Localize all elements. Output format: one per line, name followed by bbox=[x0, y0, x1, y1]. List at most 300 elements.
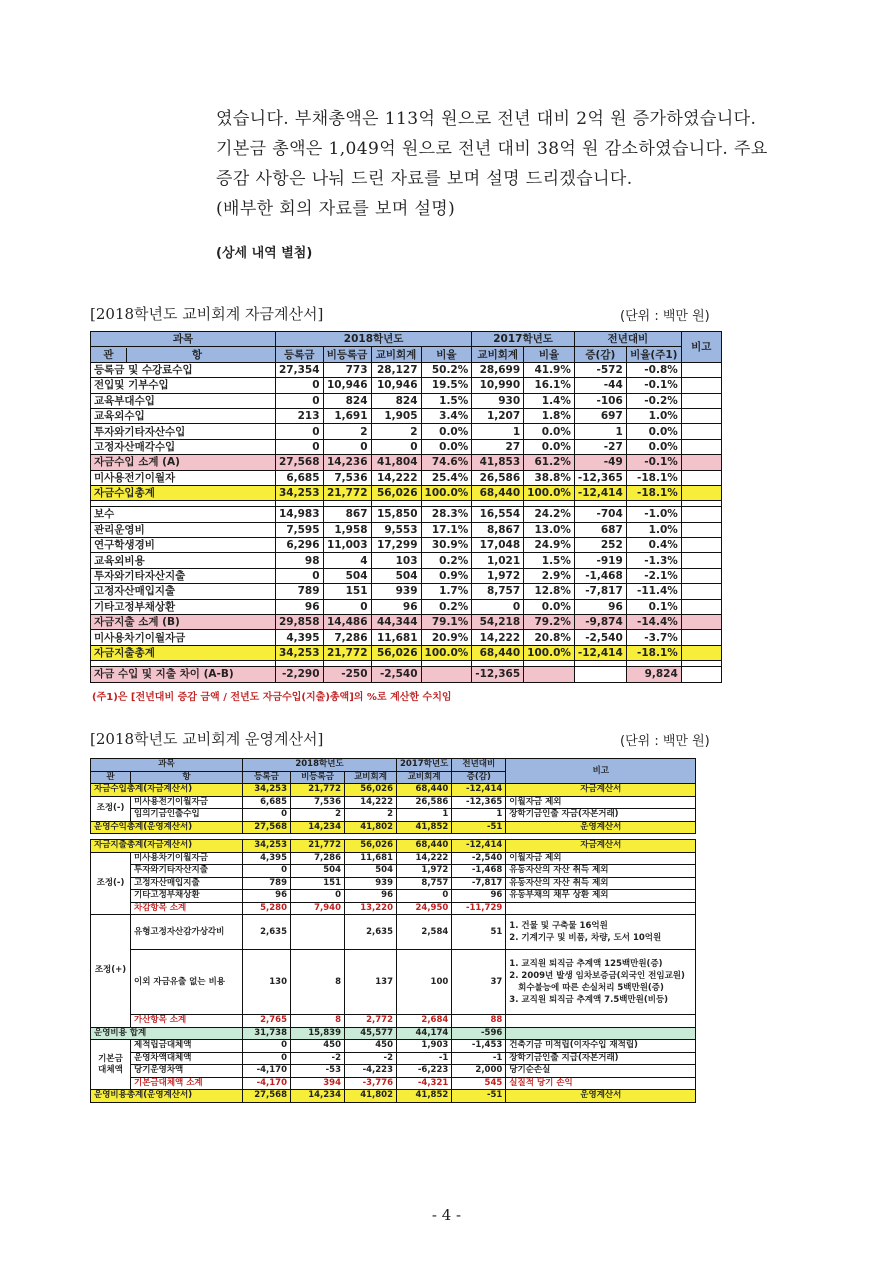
remark-line: 2. 2009년 발생 임차보증금(외국인 전임교원) bbox=[509, 971, 685, 981]
header-cell: 전년대비 bbox=[574, 332, 681, 347]
table-cell: 1.5% bbox=[524, 553, 575, 568]
table-cell: 21,772 bbox=[291, 840, 345, 853]
header-cell: 증(감) bbox=[452, 771, 506, 784]
table-cell: 0.2% bbox=[421, 599, 472, 614]
table-cell: 867 bbox=[323, 507, 371, 522]
row-label: 연구학생경비 bbox=[91, 538, 276, 553]
table-cell: 34,253 bbox=[243, 840, 291, 853]
table-row bbox=[91, 439, 722, 454]
row-label: 자금수입 소계 (A) bbox=[91, 455, 276, 470]
table-cell: 5,280 bbox=[243, 902, 291, 915]
row-label: 등록금 및 수강료수입 bbox=[91, 362, 276, 377]
table-row bbox=[91, 1052, 696, 1065]
table-cell bbox=[421, 667, 472, 682]
header-cell: 교비회계 bbox=[397, 771, 452, 784]
table-cell: -2,290 bbox=[276, 667, 324, 682]
remark-line: 2. 기계기구 및 비품, 차량, 도서 10억원 bbox=[509, 933, 662, 943]
remark-cell bbox=[681, 470, 721, 485]
table-cell: 0 bbox=[243, 1040, 291, 1053]
table-cell: 0.0% bbox=[421, 439, 472, 454]
table-row bbox=[91, 667, 722, 682]
table-cell: 0 bbox=[276, 424, 324, 439]
row-label: 투자와기타자산지출 bbox=[91, 568, 276, 583]
table-cell: 8 bbox=[291, 1015, 345, 1028]
remark-cell bbox=[681, 615, 721, 630]
table-cell: -12,414 bbox=[452, 840, 506, 853]
table-row bbox=[91, 522, 722, 537]
table-cell: 0 bbox=[243, 1052, 291, 1065]
table-cell: 3.4% bbox=[421, 408, 472, 423]
table-cell: 1,207 bbox=[472, 408, 524, 423]
table-row bbox=[91, 865, 696, 878]
table-cell: 16,554 bbox=[472, 507, 524, 522]
table-cell: 0 bbox=[276, 568, 324, 583]
row-label: 운영비용총계(운영계산서) bbox=[91, 1090, 243, 1103]
table-cell: 1,972 bbox=[397, 865, 452, 878]
table-cell: -0.1% bbox=[626, 378, 681, 393]
table-cell: -7,817 bbox=[574, 584, 626, 599]
table-cell: 9,824 bbox=[626, 667, 681, 682]
table-cell: 0.4% bbox=[626, 538, 681, 553]
table-cell: 130 bbox=[243, 950, 291, 1015]
row-label: 운영차액대체액 bbox=[131, 1052, 243, 1065]
table-cell: -2 bbox=[345, 1052, 397, 1065]
table-cell: 137 bbox=[345, 950, 397, 1015]
table-row bbox=[91, 840, 696, 853]
table-cell: 79.2% bbox=[524, 615, 575, 630]
table-cell: 30.9% bbox=[421, 538, 472, 553]
table-cell: 54,218 bbox=[472, 615, 524, 630]
table-cell: -0.2% bbox=[626, 393, 681, 408]
header-cell: 2017학년도 bbox=[472, 332, 575, 347]
header-cell: 비고 bbox=[506, 759, 696, 784]
header-cell: 등록금 bbox=[276, 347, 324, 362]
table-cell: 28,127 bbox=[371, 362, 421, 377]
table-cell: 450 bbox=[345, 1040, 397, 1053]
group-label: 조정(-) bbox=[91, 796, 131, 821]
table-cell: 0.0% bbox=[524, 424, 575, 439]
table-row bbox=[91, 890, 696, 903]
table-cell: 17,299 bbox=[371, 538, 421, 553]
table-cell: -51 bbox=[452, 1090, 506, 1103]
table-cell: 28.3% bbox=[421, 507, 472, 522]
remark-cell bbox=[681, 645, 721, 660]
table-cell: 24.2% bbox=[524, 507, 575, 522]
table-cell: -250 bbox=[323, 667, 371, 682]
table-cell: 930 bbox=[472, 393, 524, 408]
remark-cell bbox=[506, 915, 696, 950]
row-label: 당기운영차액 bbox=[131, 1065, 243, 1078]
oper-statement-title: [2018학년도 교비회계 운영계산서] bbox=[90, 730, 324, 748]
table-cell: 939 bbox=[371, 584, 421, 599]
table-row bbox=[91, 809, 696, 822]
header-row bbox=[91, 347, 722, 362]
row-label: 교육외비용 bbox=[91, 553, 276, 568]
remark-cell bbox=[681, 424, 721, 439]
table-row bbox=[91, 393, 722, 408]
row-label: 자금 수입 및 지출 차이 (A-B) bbox=[91, 667, 276, 682]
table-cell: 103 bbox=[371, 553, 421, 568]
row-label: 미사용차기이월자금 bbox=[91, 630, 276, 645]
header-cell: 항 bbox=[131, 771, 243, 784]
remark-cell: 유동자산의 자산 취득 제외 bbox=[506, 877, 696, 890]
row-label: 운영비용 합계 bbox=[91, 1027, 243, 1040]
paragraph-line: 였습니다. 부채총액은 113억 원으로 전년 대비 2억 원 증가하였습니다. bbox=[216, 109, 757, 129]
row-label: 고정자산매각수입 bbox=[91, 439, 276, 454]
header-cell: 증(감) bbox=[574, 347, 626, 362]
table-cell: 8,757 bbox=[472, 584, 524, 599]
remark-cell bbox=[681, 362, 721, 377]
remark-line: 3. 교직원 퇴직금 추계액 7.5백만원(비등) bbox=[509, 995, 669, 1005]
table-cell: 0.0% bbox=[626, 439, 681, 454]
table-row bbox=[91, 553, 722, 568]
table-row bbox=[91, 455, 722, 470]
table-cell: 79.1% bbox=[421, 615, 472, 630]
remark-cell: 운영계산서 bbox=[506, 821, 696, 834]
table-cell: -1 bbox=[452, 1052, 506, 1065]
table-cell: 9,553 bbox=[371, 522, 421, 537]
header-text: 항 bbox=[191, 348, 203, 361]
table-cell: 0 bbox=[323, 439, 371, 454]
table-cell: 31,738 bbox=[243, 1027, 291, 1040]
remark-cell bbox=[681, 393, 721, 408]
table-cell: 1,021 bbox=[472, 553, 524, 568]
table-row bbox=[91, 1090, 696, 1103]
table-cell: 50.2% bbox=[421, 362, 472, 377]
table-cell: 2.9% bbox=[524, 568, 575, 583]
table-cell: 0.2% bbox=[421, 553, 472, 568]
header-cell bbox=[91, 347, 276, 362]
row-label: 전입및 기부수입 bbox=[91, 378, 276, 393]
table-cell: 13.0% bbox=[524, 522, 575, 537]
table-cell: 939 bbox=[345, 877, 397, 890]
table-cell: -3,776 bbox=[345, 1077, 397, 1090]
table-cell: -1,468 bbox=[574, 568, 626, 583]
row-label: 미사용차기이월자금 bbox=[131, 852, 243, 865]
table-cell: 27,568 bbox=[243, 1090, 291, 1103]
oper-unit-label: (단위 : 백만 원) bbox=[620, 734, 710, 749]
table-cell: 98 bbox=[276, 553, 324, 568]
table-cell: -4,223 bbox=[345, 1065, 397, 1078]
table-cell: 4 bbox=[323, 553, 371, 568]
table-cell: 151 bbox=[291, 877, 345, 890]
table-cell: 20.9% bbox=[421, 630, 472, 645]
remark-cell bbox=[681, 439, 721, 454]
table-cell: 26,586 bbox=[397, 796, 452, 809]
remark-cell: 자금계산서 bbox=[506, 784, 696, 797]
table-cell: -7,817 bbox=[452, 877, 506, 890]
fund-footnote: (주1)은 [전년대비 증감 금액 / 전년도 자금수입(지출)총액]의 %로 계산한 수치임 bbox=[92, 692, 452, 703]
fund-statement-title: [2018학년도 교비회계 자금계산서] bbox=[90, 305, 324, 323]
table-cell: 8,867 bbox=[472, 522, 524, 537]
table-cell: -1.0% bbox=[626, 507, 681, 522]
table-cell: 1.7% bbox=[421, 584, 472, 599]
table-cell: -6,223 bbox=[397, 1065, 452, 1078]
remark-cell bbox=[681, 485, 721, 500]
table-cell: 11,681 bbox=[345, 852, 397, 865]
table-cell: 100.0% bbox=[421, 645, 472, 660]
header-cell: 비등록금 bbox=[323, 347, 371, 362]
row-label: 자금지출 소계 (B) bbox=[91, 615, 276, 630]
table-cell: 96 bbox=[452, 890, 506, 903]
table-cell: 25.4% bbox=[421, 470, 472, 485]
header-row bbox=[91, 332, 722, 347]
row-label: 자금지출총계 bbox=[91, 645, 276, 660]
table-cell: 1 bbox=[397, 809, 452, 822]
table-cell: 545 bbox=[452, 1077, 506, 1090]
table-cell: 0.0% bbox=[626, 424, 681, 439]
table-cell: 51 bbox=[452, 915, 506, 950]
table-cell: -12,414 bbox=[574, 645, 626, 660]
table-cell: 100.0% bbox=[421, 485, 472, 500]
table-cell: -12,365 bbox=[452, 796, 506, 809]
table-cell: 2 bbox=[371, 424, 421, 439]
row-label: 가산항목 소계 bbox=[131, 1015, 243, 1028]
table-cell: 41,852 bbox=[397, 1090, 452, 1103]
header-cell: 비고 bbox=[681, 332, 721, 363]
table-cell: 41,852 bbox=[397, 821, 452, 834]
group-label: 조정(-) bbox=[91, 852, 131, 915]
table-cell: -49 bbox=[574, 455, 626, 470]
remark-cell: 당기순손실 bbox=[506, 1065, 696, 1078]
header-cell bbox=[626, 347, 681, 362]
table-cell: 6,685 bbox=[243, 796, 291, 809]
table-row bbox=[91, 852, 696, 865]
table-cell: 12.8% bbox=[524, 584, 575, 599]
table-cell: -596 bbox=[452, 1027, 506, 1040]
table-cell: 504 bbox=[345, 865, 397, 878]
table-cell: 1.0% bbox=[626, 408, 681, 423]
table-cell: 2,772 bbox=[345, 1015, 397, 1028]
remark-cell bbox=[681, 553, 721, 568]
table-cell: 4,395 bbox=[243, 852, 291, 865]
table-cell: 29,858 bbox=[276, 615, 324, 630]
table-row bbox=[91, 378, 722, 393]
table-cell: -0.8% bbox=[626, 362, 681, 377]
table-row bbox=[91, 584, 722, 599]
table-cell: 1,691 bbox=[323, 408, 371, 423]
table-cell: 0 bbox=[291, 890, 345, 903]
fund-unit-label: (단위 : 백만 원) bbox=[620, 309, 710, 324]
row-label: 자금수입총계 bbox=[91, 485, 276, 500]
table-cell: 504 bbox=[291, 865, 345, 878]
table-cell: 824 bbox=[323, 393, 371, 408]
table-cell: 2 bbox=[291, 809, 345, 822]
table-cell: 7,940 bbox=[291, 902, 345, 915]
table-cell: 68,440 bbox=[472, 645, 524, 660]
table-cell: 11,681 bbox=[371, 630, 421, 645]
paragraph-line: 기본금 총액은 1,049억 원으로 전년 대비 38억 원 감소하였습니다. 주요 bbox=[216, 139, 768, 159]
table-cell: 1.8% bbox=[524, 408, 575, 423]
header-text: 비율(주1) bbox=[630, 348, 678, 361]
row-label: 투자와기타자산수입 bbox=[91, 424, 276, 439]
table-cell: -3.7% bbox=[626, 630, 681, 645]
table-cell: 41.9% bbox=[524, 362, 575, 377]
row-label: 기타고정부채상환 bbox=[91, 599, 276, 614]
table-cell: 15,839 bbox=[291, 1027, 345, 1040]
table-cell: 14,486 bbox=[323, 615, 371, 630]
table-cell: 1 bbox=[452, 809, 506, 822]
paragraph-line: (배부한 회의 자료를 보며 설명) bbox=[216, 199, 456, 219]
remark-cell bbox=[506, 950, 696, 1015]
table-cell: 4,395 bbox=[276, 630, 324, 645]
table-cell: -4,321 bbox=[397, 1077, 452, 1090]
table-cell: 7,595 bbox=[276, 522, 324, 537]
table-row bbox=[91, 568, 722, 583]
table-cell: 44,174 bbox=[397, 1027, 452, 1040]
row-label: 운영수익총계(운영계산서) bbox=[91, 821, 243, 834]
table-cell: 1,972 bbox=[472, 568, 524, 583]
row-label: 교육외수입 bbox=[91, 408, 276, 423]
remark-cell bbox=[506, 902, 696, 915]
table-cell: 41,853 bbox=[472, 455, 524, 470]
header-cell: 관 bbox=[91, 771, 131, 784]
row-label: 미사용전기이월자 bbox=[91, 470, 276, 485]
table-cell: 789 bbox=[243, 877, 291, 890]
row-label: 기타고정부채상환 bbox=[131, 890, 243, 903]
table-cell: 1.4% bbox=[524, 393, 575, 408]
table-cell: 100.0% bbox=[524, 645, 575, 660]
table-cell: 21,772 bbox=[323, 485, 371, 500]
table-cell: 0 bbox=[397, 890, 452, 903]
header-cell: 비율 bbox=[524, 347, 575, 362]
table-cell: 394 bbox=[291, 1077, 345, 1090]
row-label: 투자와기타자산지출 bbox=[131, 865, 243, 878]
remark-cell: 실질적 당기 손익 bbox=[506, 1077, 696, 1090]
table-row bbox=[91, 408, 722, 423]
group-label: 조정(+) bbox=[91, 915, 131, 1028]
table-row bbox=[91, 1015, 696, 1028]
remark-cell: 장학기금인출 자금(자본거래) bbox=[506, 809, 696, 822]
row-label: 유형고정자산감가상각비 bbox=[131, 915, 243, 950]
table-row bbox=[91, 599, 722, 614]
table-cell: 24,950 bbox=[397, 902, 452, 915]
table-cell: 27,568 bbox=[276, 455, 324, 470]
table-cell: -12,414 bbox=[452, 784, 506, 797]
table-cell: 0 bbox=[323, 599, 371, 614]
remark-cell bbox=[681, 522, 721, 537]
remark-cell bbox=[506, 1027, 696, 1040]
row-label: 보수 bbox=[91, 507, 276, 522]
table-cell: 14,222 bbox=[397, 852, 452, 865]
table-cell: 697 bbox=[574, 408, 626, 423]
table-cell: 10,990 bbox=[472, 378, 524, 393]
table-cell: 14,234 bbox=[291, 821, 345, 834]
table-cell: 56,026 bbox=[345, 840, 397, 853]
table-cell: 0 bbox=[243, 865, 291, 878]
table-cell: 1.0% bbox=[626, 522, 681, 537]
table-cell: 38.8% bbox=[524, 470, 575, 485]
row-label: 교육부대수입 bbox=[91, 393, 276, 408]
table-cell: 44,344 bbox=[371, 615, 421, 630]
table-cell: 824 bbox=[371, 393, 421, 408]
table-cell: 11,003 bbox=[323, 538, 371, 553]
table-cell: 15,850 bbox=[371, 507, 421, 522]
header-cell: 등록금 bbox=[243, 771, 291, 784]
table-cell: 789 bbox=[276, 584, 324, 599]
remark-line: 회수불능에 따른 손실처리 5백만원(증) bbox=[509, 983, 664, 993]
remark-cell: 건축기금 미적립(이자수입 재적립) bbox=[506, 1040, 696, 1053]
header-cell: 과목 bbox=[91, 332, 276, 347]
table-cell: 0.9% bbox=[421, 568, 472, 583]
table-row bbox=[91, 902, 696, 915]
table-cell: -18.1% bbox=[626, 645, 681, 660]
table-cell: 56,026 bbox=[371, 645, 421, 660]
table-cell: 19.5% bbox=[421, 378, 472, 393]
table-cell: 21,772 bbox=[291, 784, 345, 797]
table-cell: 8 bbox=[291, 950, 345, 1015]
table-cell: 0 bbox=[276, 378, 324, 393]
remark-cell: 운영계산서 bbox=[506, 1090, 696, 1103]
row-label: 기본금대체액 소계 bbox=[131, 1077, 243, 1090]
table-row bbox=[91, 470, 722, 485]
table-cell: 16.1% bbox=[524, 378, 575, 393]
body-paragraph bbox=[216, 104, 816, 224]
table-cell: 0 bbox=[371, 439, 421, 454]
paragraph-line: 증감 사항은 나눠 드린 자료를 보며 설명 드리겠습니다. bbox=[216, 169, 633, 189]
table-cell: 96 bbox=[276, 599, 324, 614]
table-cell: 56,026 bbox=[345, 784, 397, 797]
oper-statement-table bbox=[90, 758, 696, 1103]
table-cell: 1,903 bbox=[397, 1040, 452, 1053]
table-cell: 14,234 bbox=[291, 1090, 345, 1103]
table-cell: 26,586 bbox=[472, 470, 524, 485]
table-cell: -27 bbox=[574, 439, 626, 454]
table-cell: 21,772 bbox=[323, 645, 371, 660]
remark-cell bbox=[681, 538, 721, 553]
table-cell: -2,540 bbox=[371, 667, 421, 682]
remark-cell bbox=[681, 568, 721, 583]
fund-statement-table bbox=[90, 331, 722, 683]
table-cell: 27,568 bbox=[243, 821, 291, 834]
table-cell: -51 bbox=[452, 821, 506, 834]
table-cell: 0.0% bbox=[524, 439, 575, 454]
table-cell: -919 bbox=[574, 553, 626, 568]
table-cell: 7,286 bbox=[291, 852, 345, 865]
table-row bbox=[91, 821, 696, 834]
table-cell: -12,365 bbox=[472, 667, 524, 682]
table-cell: 37 bbox=[452, 950, 506, 1015]
table-cell: 2,765 bbox=[243, 1015, 291, 1028]
table-cell: -2 bbox=[291, 1052, 345, 1065]
table-row bbox=[91, 630, 722, 645]
table-cell: 14,222 bbox=[345, 796, 397, 809]
table-cell: 0.0% bbox=[421, 424, 472, 439]
table-cell: 6,296 bbox=[276, 538, 324, 553]
table-cell: 20.8% bbox=[524, 630, 575, 645]
table-cell bbox=[524, 667, 575, 682]
table-cell: 88 bbox=[452, 1015, 506, 1028]
table-cell: 17.1% bbox=[421, 522, 472, 537]
table-cell: 213 bbox=[276, 408, 324, 423]
table-row bbox=[91, 424, 722, 439]
header-cell: 교비회계 bbox=[371, 347, 421, 362]
table-cell: 8,757 bbox=[397, 877, 452, 890]
header-text: 관 bbox=[91, 348, 127, 362]
table-cell: 96 bbox=[371, 599, 421, 614]
table-cell: 100 bbox=[397, 950, 452, 1015]
group-label: 기본금 대체액 bbox=[91, 1040, 131, 1090]
table-cell: 252 bbox=[574, 538, 626, 553]
table-row bbox=[91, 1027, 696, 1040]
table-cell bbox=[574, 667, 626, 682]
table-cell: -18.1% bbox=[626, 485, 681, 500]
remark-cell bbox=[681, 630, 721, 645]
header-cell: 2018학년도 bbox=[243, 759, 397, 772]
table-cell: 7,286 bbox=[323, 630, 371, 645]
table-cell: 96 bbox=[574, 599, 626, 614]
table-cell: 6,685 bbox=[276, 470, 324, 485]
